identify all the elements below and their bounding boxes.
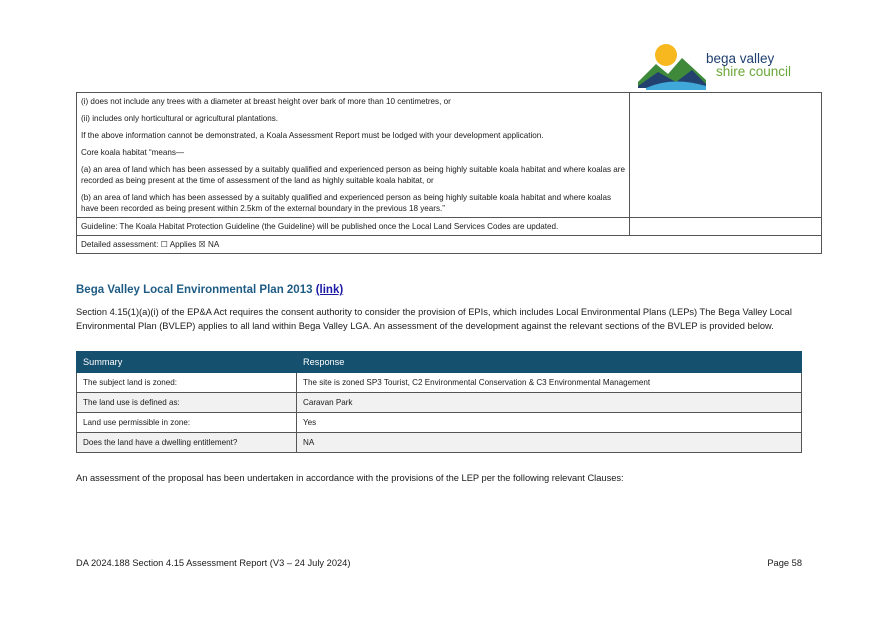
koala-criteria-cell [77, 93, 630, 218]
guideline-note: Guideline: The Koala Habitat Protection Guideline (the Guideline) will be published once the Local Land Services Codes are updated. [77, 218, 630, 236]
page-number: Page 58 [767, 558, 802, 568]
koala-habitat-table [76, 92, 822, 254]
section-heading-text: Bega Valley Local Environmental Plan 2013 [76, 284, 313, 296]
koala-criterion: (i) does not include any trees with a diameter at breast height over bark of more than 10 centimetres, or [81, 97, 451, 106]
na-checkbox[interactable]: ☒ [198, 240, 206, 249]
applies-label: Applies [169, 240, 197, 249]
response-column-header: Response [297, 352, 802, 373]
response-cell: The site is zoned SP3 Tourist, C2 Environmental Conservation & C3 Environmental Management [297, 373, 802, 393]
koala-response-cell [630, 93, 822, 218]
response-cell: Yes [297, 413, 802, 433]
table-row [77, 413, 802, 433]
koala-criterion: (b) an area of land which has been assessed by a suitably qualified and experienced person as being highly suitable koala habitat and where koalas have been recorded as being present within 2.5km of the external boundary in the previous 18 years.” [81, 193, 612, 213]
guideline-response-cell [630, 218, 822, 236]
summary-cell: The land use is defined as: [77, 393, 297, 413]
council-logo [636, 40, 806, 92]
detailed-assessment-label: Detailed assessment: [81, 240, 159, 249]
na-label: NA [208, 240, 220, 249]
table-row [77, 433, 802, 453]
section-intro: Section 4.15(1)(a)(i) of the EP&A Act requires the consent authority to consider the provision of EPIs, which includes Local Environmental Plans (LEPs) The Bega Valley Local Environmental Plan (BVLEP) applies to all land within Bega Valley LGA. An assessment of the development against the relevant sections of the BVLEP is provided below. [76, 307, 792, 331]
lep-link[interactable]: (link) [315, 284, 344, 296]
summary-cell: The subject land is zoned: [77, 373, 297, 393]
response-cell: NA [297, 433, 802, 453]
summary-column-header: Summary [77, 352, 297, 373]
assessment-note: An assessment of the proposal has been undertaken in accordance with the provisions of the LEP per the following relevant Clauses: [76, 473, 624, 483]
logo-text-line1: bega valley [706, 51, 775, 66]
detailed-assessment-row [77, 236, 822, 254]
koala-criterion: If the above information cannot be demonstrated, a Koala Assessment Report must be lodged with your development application. [81, 131, 544, 140]
table-row [77, 393, 802, 413]
summary-cell: Land use permissible in zone: [77, 413, 297, 433]
summary-table [76, 351, 802, 453]
footer-doc-title: DA 2024.188 Section 4.15 Assessment Report (V3 – 24 July 2024) [76, 558, 351, 568]
koala-criterion: Core koala habitat “means— [81, 148, 185, 157]
response-cell: Caravan Park [297, 393, 802, 413]
section-heading [76, 284, 343, 296]
summary-cell: Does the land have a dwelling entitlement? [77, 433, 297, 453]
hills-sun-icon [636, 40, 708, 90]
table-row [77, 373, 802, 393]
applies-checkbox[interactable]: ☐ [160, 240, 168, 249]
koala-criterion: (a) an area of land which has been assessed by a suitably qualified and experienced person as being highly suitable koala habitat and where koalas are recorded as being present at the time of assessment of the land as highly suitable koala habitat, or [81, 165, 625, 185]
logo-text-line2: shire council [716, 64, 792, 79]
koala-criterion: (ii) includes only horticultural or agricultural plantations. [81, 114, 279, 123]
